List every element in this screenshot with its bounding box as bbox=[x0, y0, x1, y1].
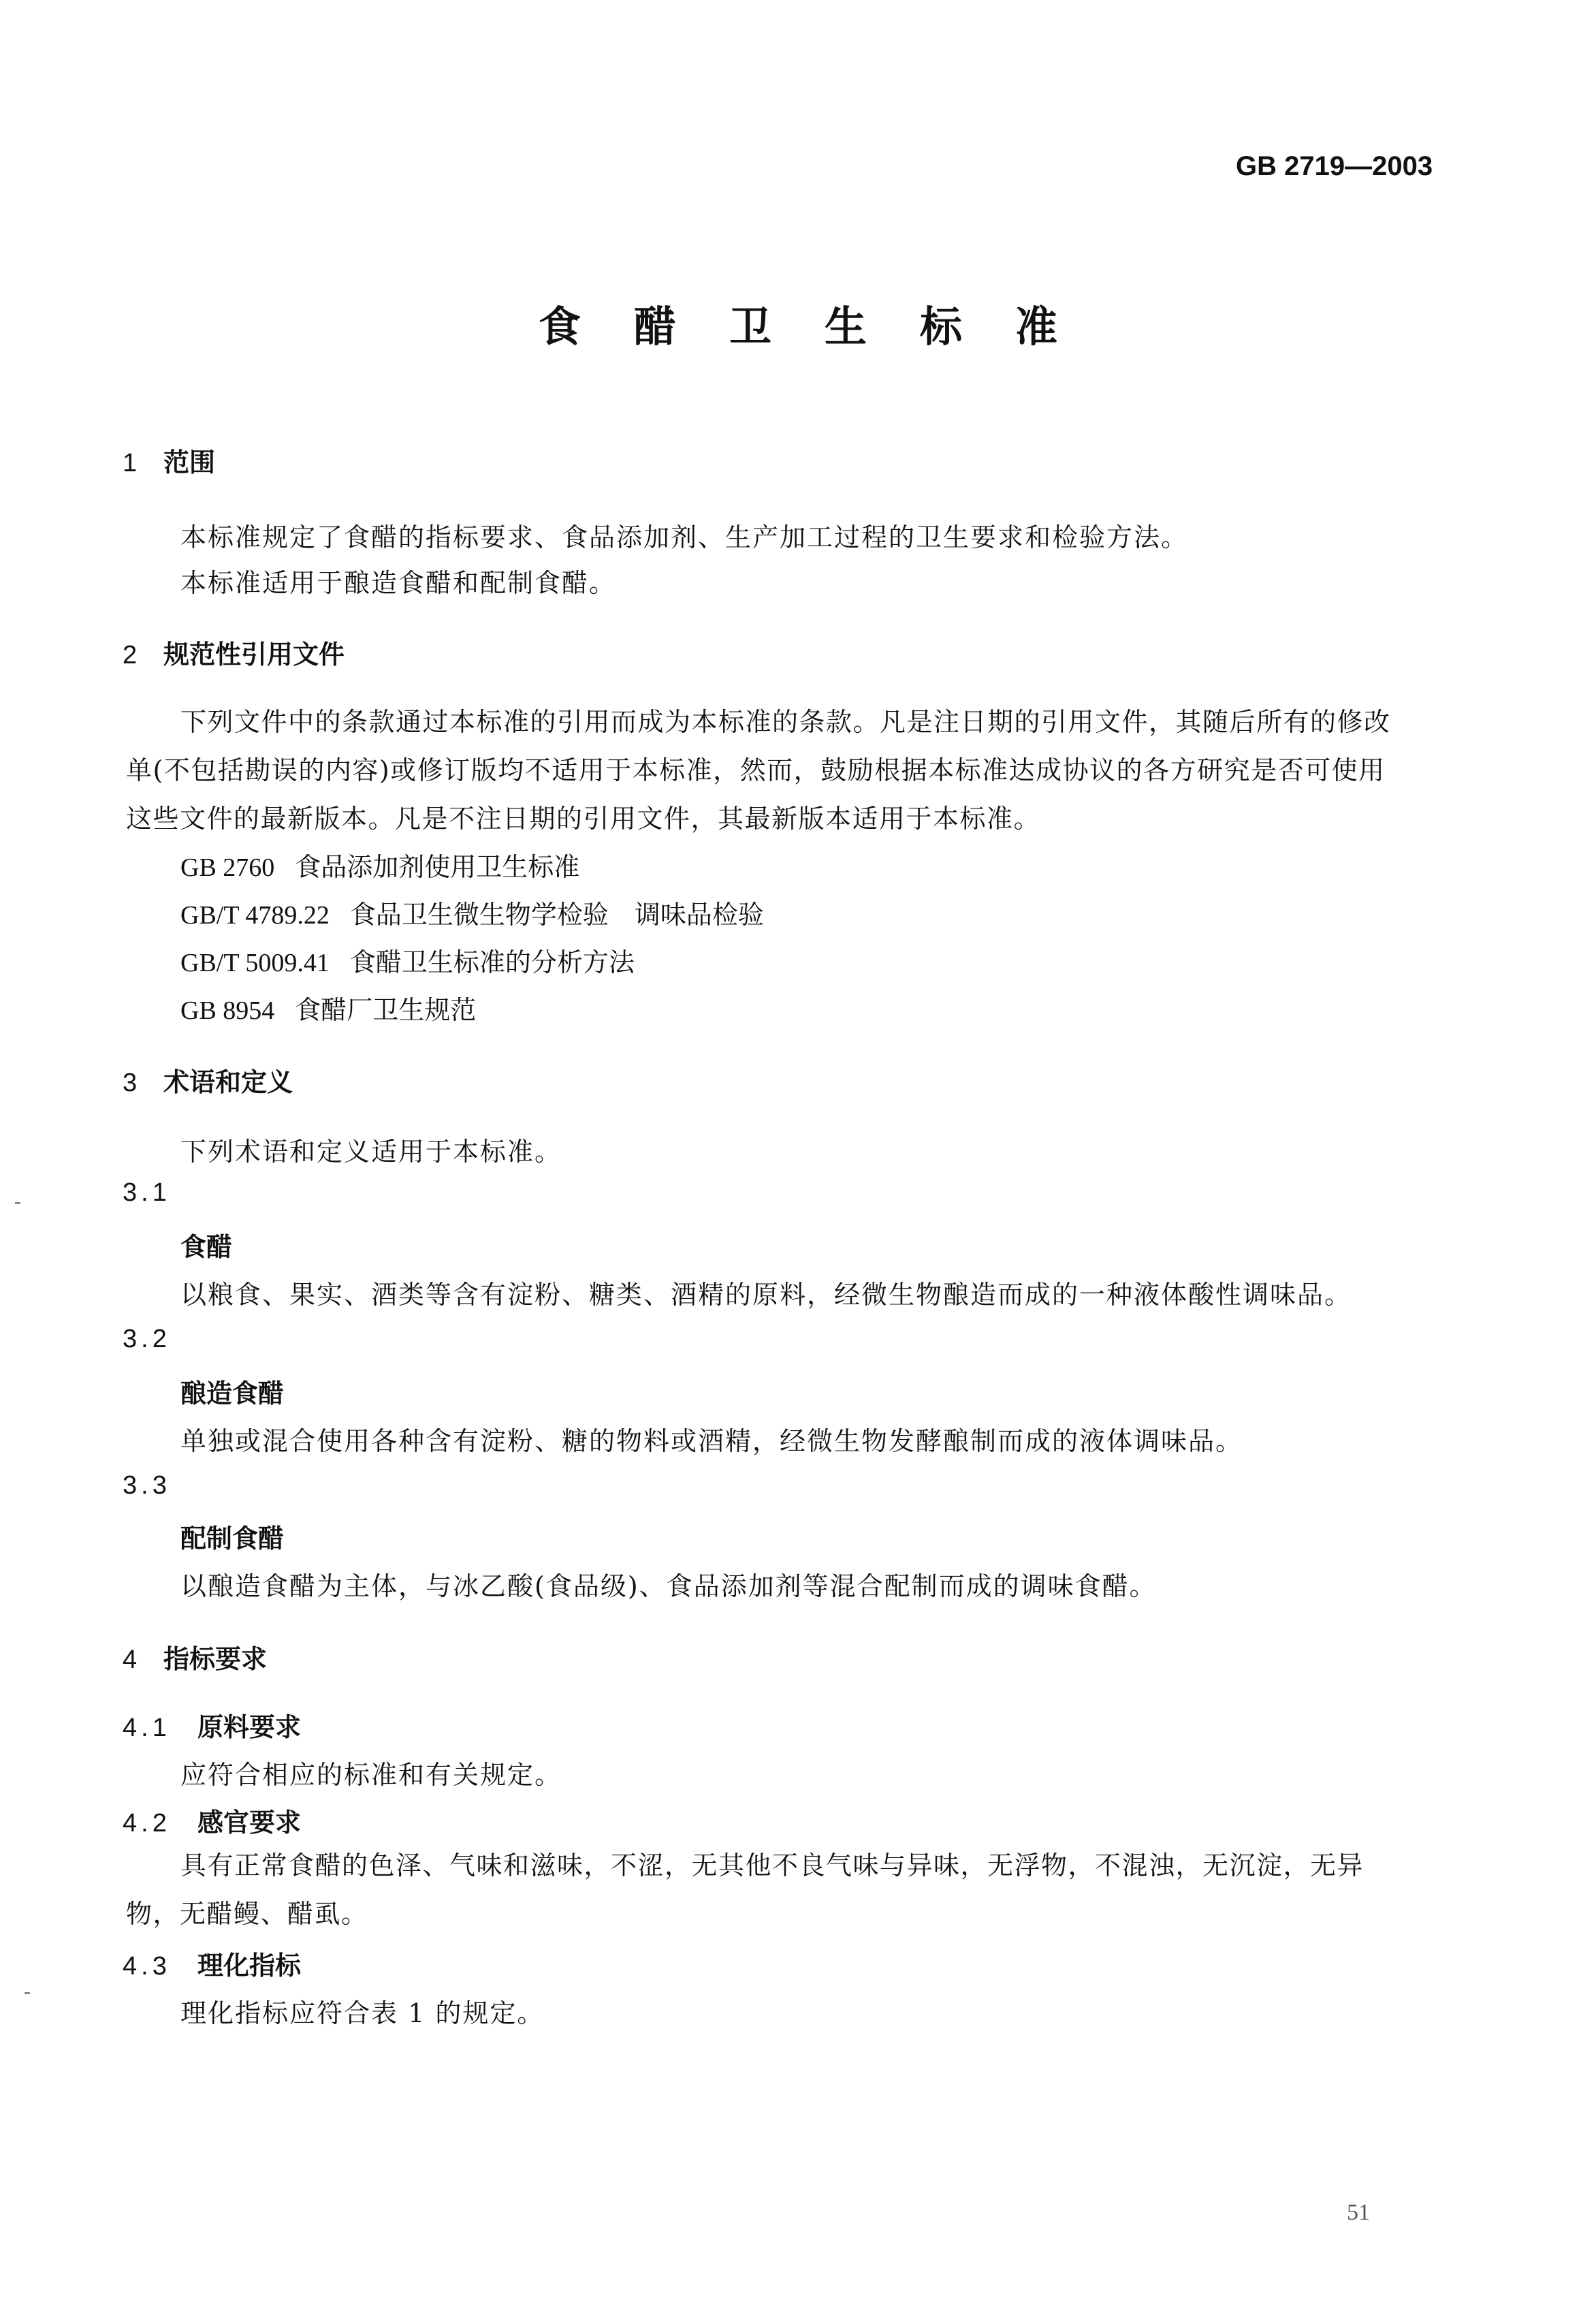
paragraph: 应符合相应的标准和有关规定。 bbox=[180, 1760, 562, 1790]
section-title: 范围 bbox=[163, 447, 216, 477]
section-4-heading bbox=[123, 1638, 267, 1675]
scan-speck bbox=[15, 1202, 20, 1204]
term-name: 酿造食醋 bbox=[180, 1379, 285, 1408]
reference-code: GB 2760 bbox=[180, 853, 275, 882]
section-number: 3 bbox=[123, 1069, 138, 1097]
reference-title: 食醋卫生标准的分析方法 bbox=[349, 947, 635, 977]
clause-number: 3.3 bbox=[123, 1471, 171, 1500]
reference-item bbox=[180, 989, 476, 1026]
reference-code: GB 8954 bbox=[180, 996, 275, 1025]
section-number: 2 bbox=[123, 641, 138, 669]
section-title: 规范性引用文件 bbox=[163, 640, 345, 669]
reference-title: 食品卫生微生物学检验 调味品检验 bbox=[349, 900, 764, 930]
subsection-title: 感官要求 bbox=[197, 1808, 302, 1838]
subsection-number: 4.3 bbox=[123, 1952, 171, 1981]
standard-number: GB 2719—2003 bbox=[1236, 151, 1433, 181]
reference-item bbox=[180, 941, 635, 979]
paragraph: 下列文件中的条款通过本标准的引用而成为本标准的条款。凡是注日期的引用文件，其随后所有的修改单(不包括勘误的内容)或修订版均不适用于本标准，然而，鼓励根据本标准达成协议的各方研究是否可使用这些文件的最新版本。凡是不注日期的引用文件，其最新版本适用于本标准。 bbox=[126, 707, 1391, 834]
subsection-4-2-heading bbox=[123, 1801, 301, 1839]
section-3-heading bbox=[123, 1061, 293, 1099]
subsection-4-3-heading bbox=[123, 1944, 301, 1982]
term-definition: 以粮食、果实、酒类等含有淀粉、糖类、酒精的原料，经微生物酿造而成的一种液体酸性调味品。 bbox=[180, 1280, 1352, 1310]
scan-speck bbox=[25, 1992, 30, 1994]
subsection-4-1-heading bbox=[123, 1706, 301, 1744]
section-title: 指标要求 bbox=[163, 1644, 268, 1674]
term-name: 食醋 bbox=[180, 1232, 233, 1262]
subsection-number: 4.1 bbox=[123, 1714, 171, 1742]
page-title: 食醋卫生标准 bbox=[538, 302, 1111, 351]
clause-number: 3.1 bbox=[123, 1178, 171, 1207]
term-name: 配制食醋 bbox=[180, 1524, 285, 1554]
reference-code: GB/T 4789.22 bbox=[180, 901, 330, 930]
section-1-heading bbox=[123, 441, 215, 479]
section-number: 1 bbox=[123, 449, 138, 477]
reference-code: GB/T 5009.41 bbox=[180, 949, 330, 977]
paragraph: 本标准适用于酿造食醋和配制食醋。 bbox=[180, 568, 617, 598]
subsection-number: 4.2 bbox=[123, 1809, 171, 1838]
section-2-heading bbox=[123, 633, 345, 671]
section-number: 4 bbox=[123, 1645, 138, 1674]
page-number: 51 bbox=[1347, 2200, 1370, 2225]
term-definition: 单独或混合使用各种含有淀粉、糖的物料或酒精，经微生物发酵酿制而成的液体调味品。 bbox=[180, 1426, 1243, 1456]
clause-number: 3.2 bbox=[123, 1325, 171, 1353]
subsection-title: 原料要求 bbox=[197, 1712, 302, 1742]
subsection-title: 理化指标 bbox=[197, 1951, 302, 1981]
section-title: 术语和定义 bbox=[163, 1067, 293, 1097]
reference-title: 食品添加剂使用卫生标准 bbox=[295, 852, 580, 882]
reference-item bbox=[180, 894, 764, 931]
term-definition: 以酿造食醋为主体，与冰乙酸(食品级)、食品添加剂等混合配制而成的调味食醋。 bbox=[180, 1571, 1157, 1601]
reference-item bbox=[180, 846, 579, 883]
paragraph: 理化指标应符合表 1 的规定。 bbox=[180, 1998, 545, 2028]
paragraph: 具有正常食醋的色泽、气味和滋味，不涩，无其他不良气味与异味，无浮物，不混浊，无沉淀，无异物，无醋鳗、醋虱。 bbox=[126, 1850, 1364, 1929]
paragraph: 下列术语和定义适用于本标准。 bbox=[180, 1137, 562, 1167]
reference-title: 食醋厂卫生规范 bbox=[295, 995, 477, 1025]
paragraph: 本标准规定了食醋的指标要求、食品添加剂、生产加工过程的卫生要求和检验方法。 bbox=[180, 522, 1189, 552]
